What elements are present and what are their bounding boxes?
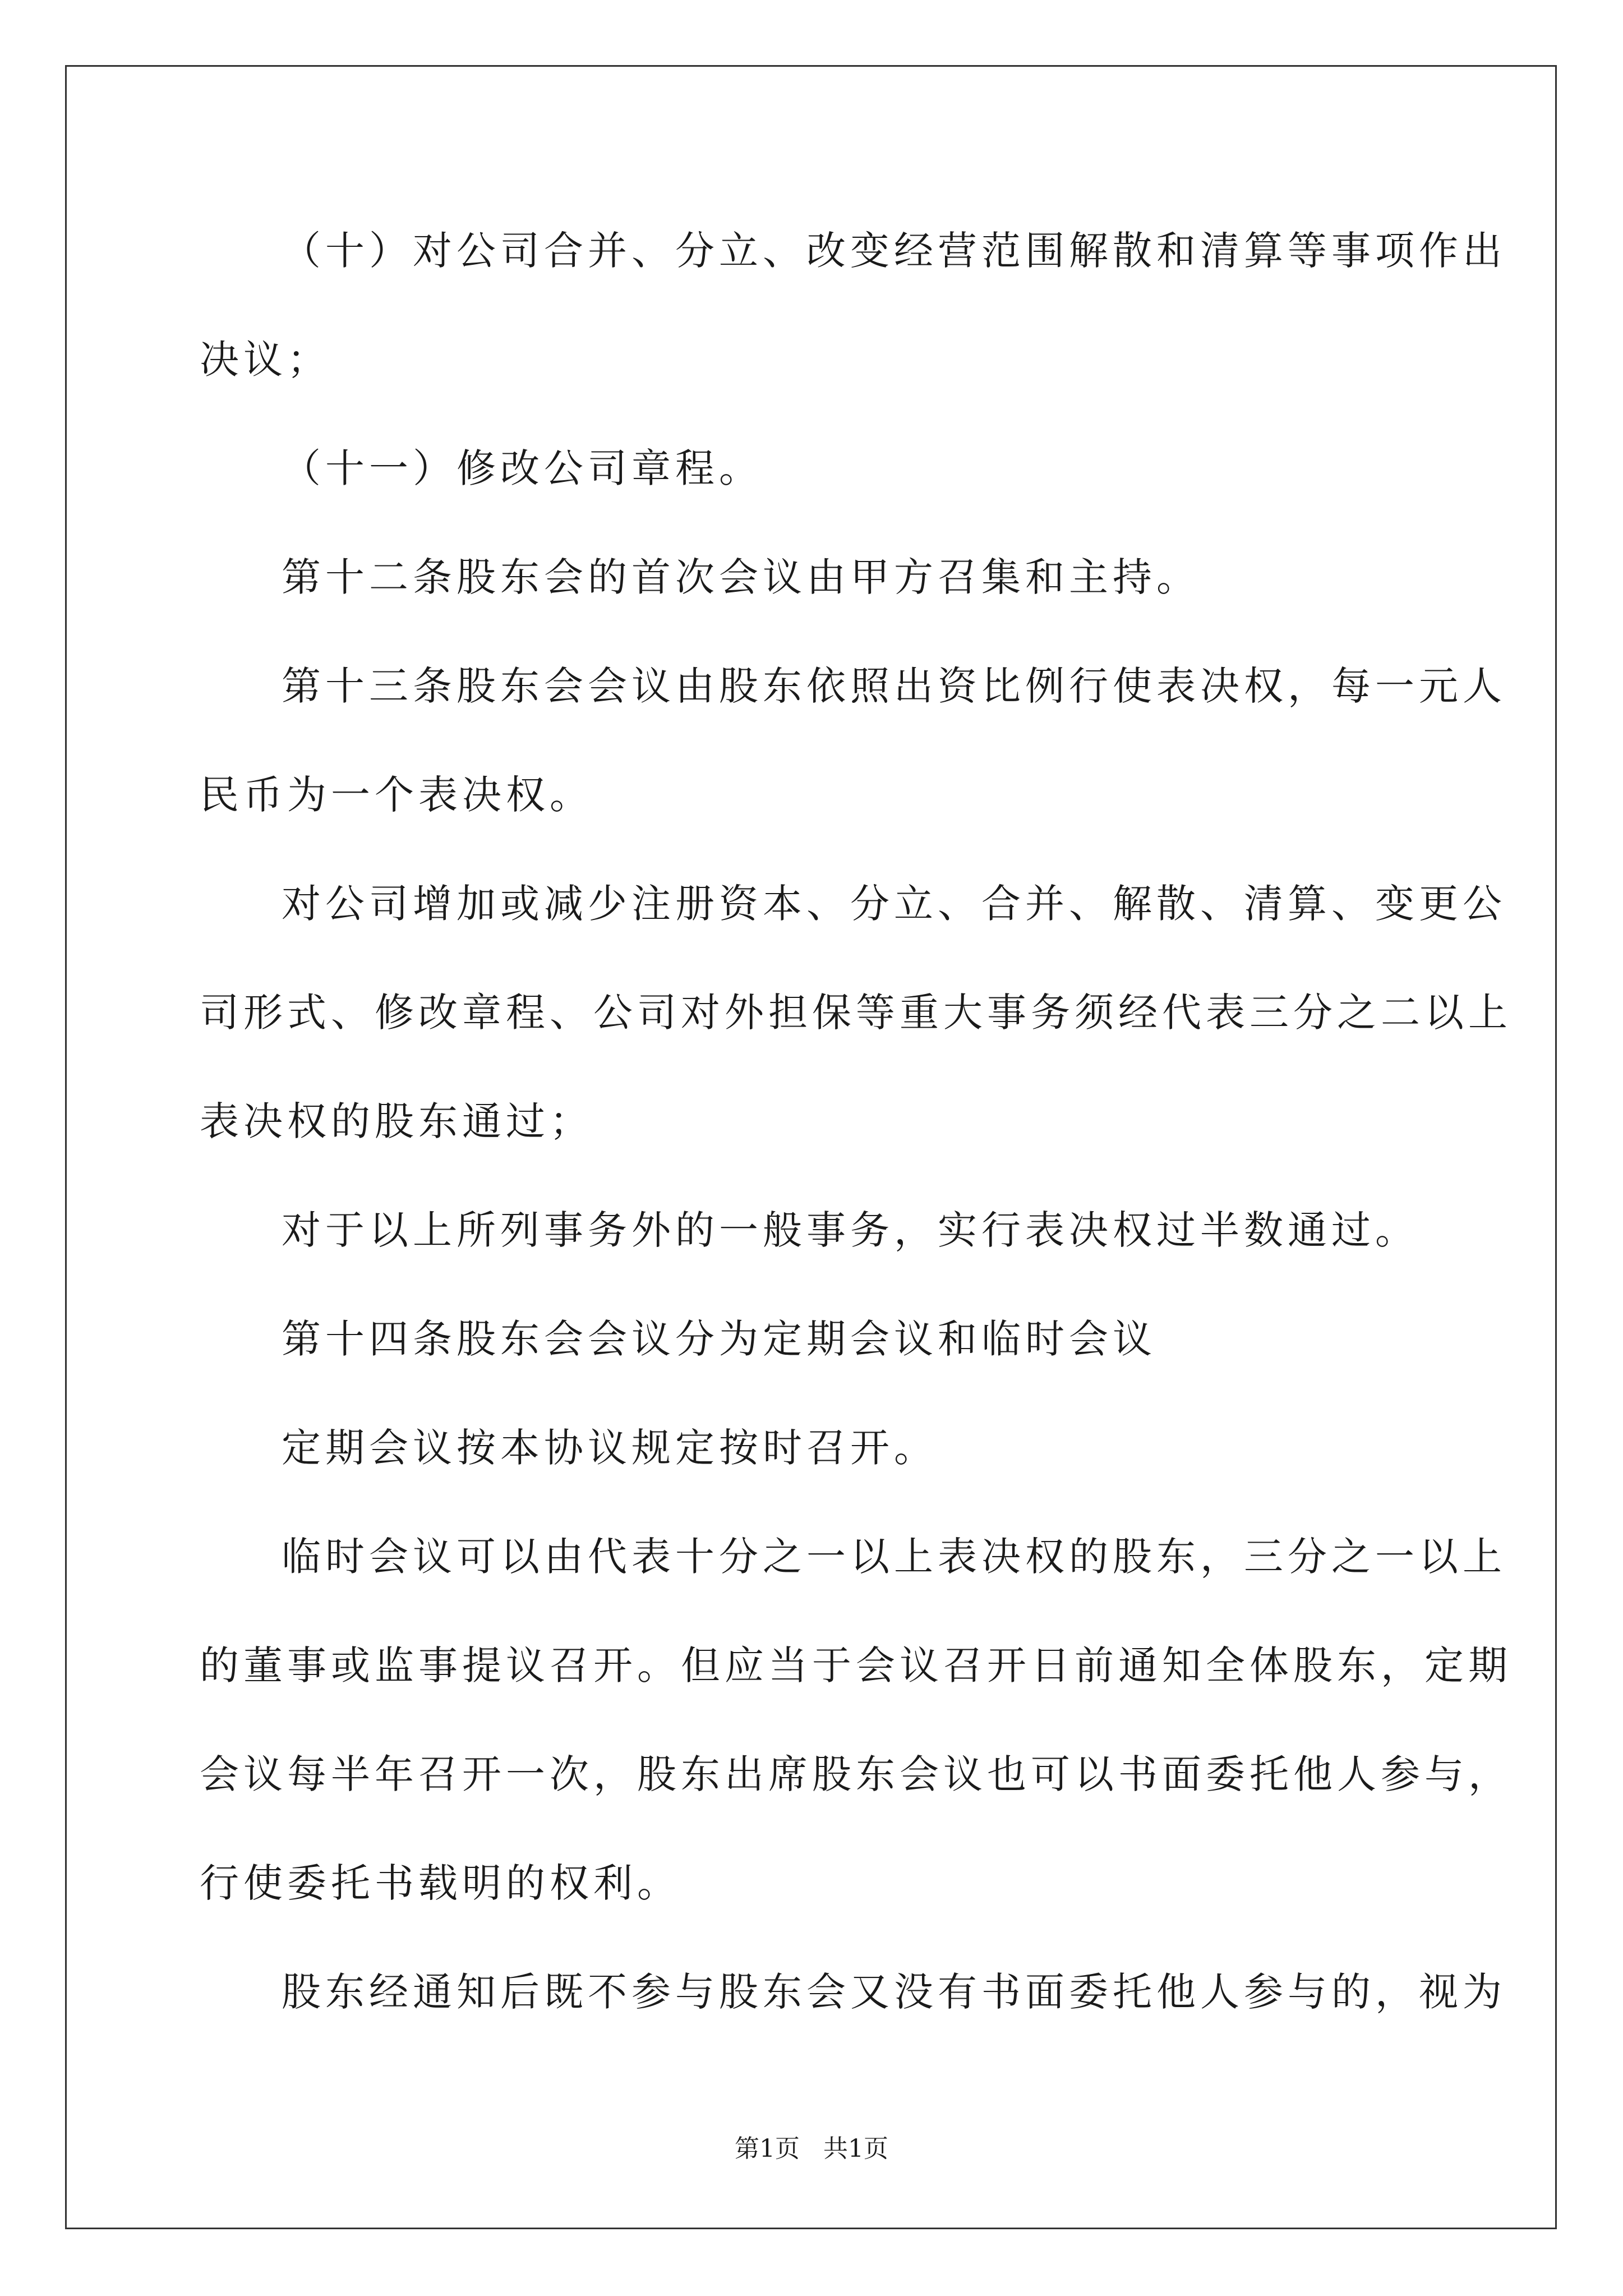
body-line-14: 的董事或监事提议召开。但应当于会议召开日前通知全体股东，定期 xyxy=(200,1642,1512,1688)
body-line-4: 第十二条股东会的首次会议由甲方召集和主持。 xyxy=(282,554,1200,600)
body-line-3: （十一）修改公司章程。 xyxy=(282,445,763,491)
body-line-8: 司形式、修改章程、公司对外担保等重大事务须经代表三分之二以上 xyxy=(200,990,1512,1036)
body-line-11: 第十四条股东会会议分为定期会议和临时会议 xyxy=(282,1316,1156,1362)
body-line-2: 决议； xyxy=(200,337,331,383)
body-line-12: 定期会议按本协议规定按时召开。 xyxy=(282,1425,938,1471)
body-line-1: （十）对公司合并、分立、改变经营范围解散和清算等事项作出 xyxy=(282,228,1506,274)
body-line-15: 会议每半年召开一次，股东出席股东会议也可以书面委托他人参与， xyxy=(200,1751,1512,1797)
body-line-10: 对于以上所列事务外的一般事务，实行表决权过半数通过。 xyxy=(282,1207,1419,1253)
body-line-6: 民币为一个表决权。 xyxy=(200,772,593,818)
page-number-total: 共1页 xyxy=(823,2134,888,2163)
page-number-current: 第1页 xyxy=(735,2134,800,2163)
body-line-5: 第十三条股东会会议由股东依照出资比例行使表决权，每一元人 xyxy=(282,663,1506,709)
body-line-7: 对公司增加或减少注册资本、分立、合并、解散、清算、变更公 xyxy=(282,881,1506,927)
body-line-16: 行使委托书载明的权利。 xyxy=(200,1860,681,1906)
body-line-13: 临时会议可以由代表十分之一以上表决权的股东，三分之一以上 xyxy=(282,1534,1506,1580)
body-line-9: 表决权的股东通过； xyxy=(200,1098,593,1144)
body-line-17: 股东经通知后既不参与股东会又没有书面委托他人参与的，视为 xyxy=(282,1969,1506,2015)
page-footer xyxy=(0,2135,1623,2163)
